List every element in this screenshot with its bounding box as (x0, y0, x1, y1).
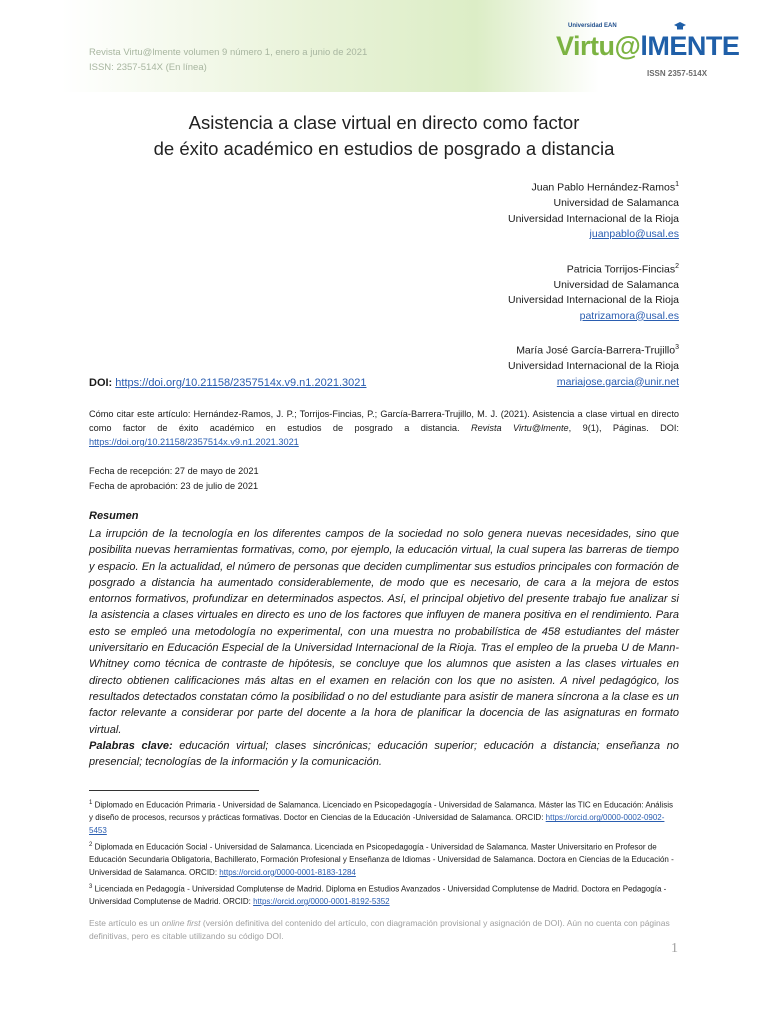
citation-doi-link[interactable]: https://doi.org/10.21158/2357514x.v9.n1.2021.3021 (89, 437, 299, 447)
orcid-link[interactable]: https://orcid.org/0000-0001-8192-5352 (253, 896, 390, 906)
author-affiliation: Universidad Internacional de la Rioja (507, 212, 679, 225)
author-affiliation: Universidad Internacional de la Rioja (507, 360, 679, 372)
page-number: 1 (671, 941, 678, 956)
author-affiliation: Universidad de Salamanca (553, 197, 679, 209)
received-date: Fecha de recepción: 27 de mayo de 2021 (89, 466, 259, 476)
logo-university-text: Universidad EAN (568, 23, 617, 29)
approved-date: Fecha de aprobación: 23 de julio de 2021 (89, 481, 259, 491)
author-email-link[interactable]: patrizamora@usal.es (579, 309, 679, 322)
abstract-heading: Resumen (89, 510, 139, 522)
abstract-body: La irrupción de la tecnología en los diferentes campos de la sociedad no solo genera nuevas necesidades, sino que posibilita nuevas herramientas formativas, como, por ejemplo, la educación virtual, la cual supera las barreras de tiempo y espacio. En la actualidad, el número de personas que deciden cumplimentar sus estudios principales con formación de posgrado a distancia ha aumentado considerablemente, de modo que es necesario, de cara a la mejora de estos entornos formativos, profundizar en determinados aspectos. Así, el principal objetivo del presente trabajo fue analizar si la asistencia a clases virtuales en directo es uno de los factores que influyen de manera positiva en el rendimiento. Para esto se empleó una metodología no experimental, con una muestra no probabilística de 458 estudiantes del máster universitario en Educación Especial de la Universidad Internacional de la Rioja. Tras el empleo de la prueba U de Mann-Whitney como técnica de contraste de hipótesis, se concluye que los alumnos que asisten a las clases virtuales en directo obtienen calificaciones más altas en el examen en relación con los que no asisten. A nivel pedagógico, los resultados detectados constatan cómo la posibilidad o no del estudiante para asistir de manera síncrona a la clase es un factor relevante a considerar por parte del docente a la hora de planificar la docencia de las asignaturas en formato virtual. (89, 528, 679, 736)
article-title-line-1: Asistencia a clase virtual en directo como factor (188, 112, 580, 133)
footnote-divider (89, 790, 259, 791)
orcid-link[interactable]: https://orcid.org/0000-0002-0902-5453 (89, 813, 665, 836)
logo-wordmark: Virtu@lMENTE (556, 31, 740, 61)
journal-issn-line: ISSN: 2357-514X (En línea) (89, 62, 207, 73)
doi-line (89, 377, 366, 389)
author-email-link[interactable]: mariajose.garcia@unir.net (556, 375, 679, 388)
keywords-text: educación virtual; clases sincrónicas; educación superior; educación a distancia; enseñanza no presencial; tecnologías de la información y la comunicación. (89, 740, 679, 769)
author-affiliation: Universidad Internacional de la Rioja (507, 294, 679, 306)
author-name: Juan Pablo Hernández-Ramos$^1$ (531, 181, 679, 194)
author-block (508, 340, 679, 390)
author-name: María José García-Barrera-Trujillo$^3$ (516, 344, 679, 357)
footnote: $^2$ Diplomada en Educación Social - Universidad de Salamanca. Licenciada en Psicopedagogía - Universidad de Salamanca. Master Universitario en Profesor de Educación Secundaria Obligatoria, Bachillerato, Formación Profesional y Enseñanza de Idiomas - Universidad de Salamanca. Doctora en Ciencias de la Educación - Universidad de Salamanca. ORCID: https://orcid.org/0000-0001-8183-1284 (89, 841, 674, 877)
author-block (508, 177, 679, 243)
keywords-paragraph (89, 738, 679, 771)
footnote: $^3$ Licenciada en Pedagogía - Universidad Complutense de Madrid. Diploma en Estudios Avanzados - Universidad Complutense de Madrid. Doctora en Pedagogía - Universidad Complutense de Madrid. ORCID: https://orcid.org/0000-0001-8192-5352 (89, 883, 667, 906)
keywords-label: Palabras clave: (89, 740, 173, 752)
author-email-link[interactable]: juanpablo@usal.es (589, 228, 679, 240)
footnote: $^1$ Diplomado en Educación Primaria - Universidad de Salamanca. Licenciado en Psicopedagogía - Universidad de Salamanca. Máster las TIC en Educación: Análisis y diseño de procesos, recursos y prácticas formativas. Doctor en Ciencias de la Educación -Universidad de Salamanca. ORCID: https://orcid.org/0000-0002-0902-5453 (89, 800, 673, 836)
footnotes (89, 797, 679, 910)
author-list (508, 177, 679, 406)
doi-label: DOI: (89, 377, 113, 389)
article-title-line-2: de éxito académico en estudios de posgrado a distancia (153, 138, 615, 159)
orcid-link[interactable]: https://orcid.org/0000-0001-8183-1284 (219, 867, 356, 877)
citation-journal: Revista Virtu@lmente (470, 423, 569, 433)
online-first-note: Este artículo es un online first (versión definitiva del contenido del artículo, con diagramación provisional y asignación de DOI). Aún no cuenta con páginas definitivas, pero es citable utilizando su código DOI. (89, 918, 670, 941)
issn-badge: ISSN 2357-514X (647, 69, 708, 78)
doi-link[interactable]: https://doi.org/10.21158/2357514x.v9.n1.2021.3021 (115, 377, 367, 389)
dates-block (89, 464, 259, 494)
author-block (508, 259, 679, 325)
citation-paragraph: Cómo citar este artículo: Hernández-Ramos, J. P.; Torrijos-Fincias, P.; García-Barrera-Trujillo, M. J. (2021). Asistencia a clase virtual en directo como factor de éxito académico en estudios de posgrado a distancia. Revista Virtu@lmente, 9(1), Páginas. DOI: https://doi.org/10.21158/2357514x.v9.n1.2021.3021 (89, 409, 679, 447)
journal-volume-line: Revista Virtu@lmente volumen 9 número 1, enero a junio de 2021 (89, 47, 368, 58)
author-affiliation: Universidad de Salamanca (553, 278, 679, 291)
author-name: Patricia Torrijos-Fincias$^2$ (566, 262, 679, 275)
journal-logo (556, 23, 740, 71)
